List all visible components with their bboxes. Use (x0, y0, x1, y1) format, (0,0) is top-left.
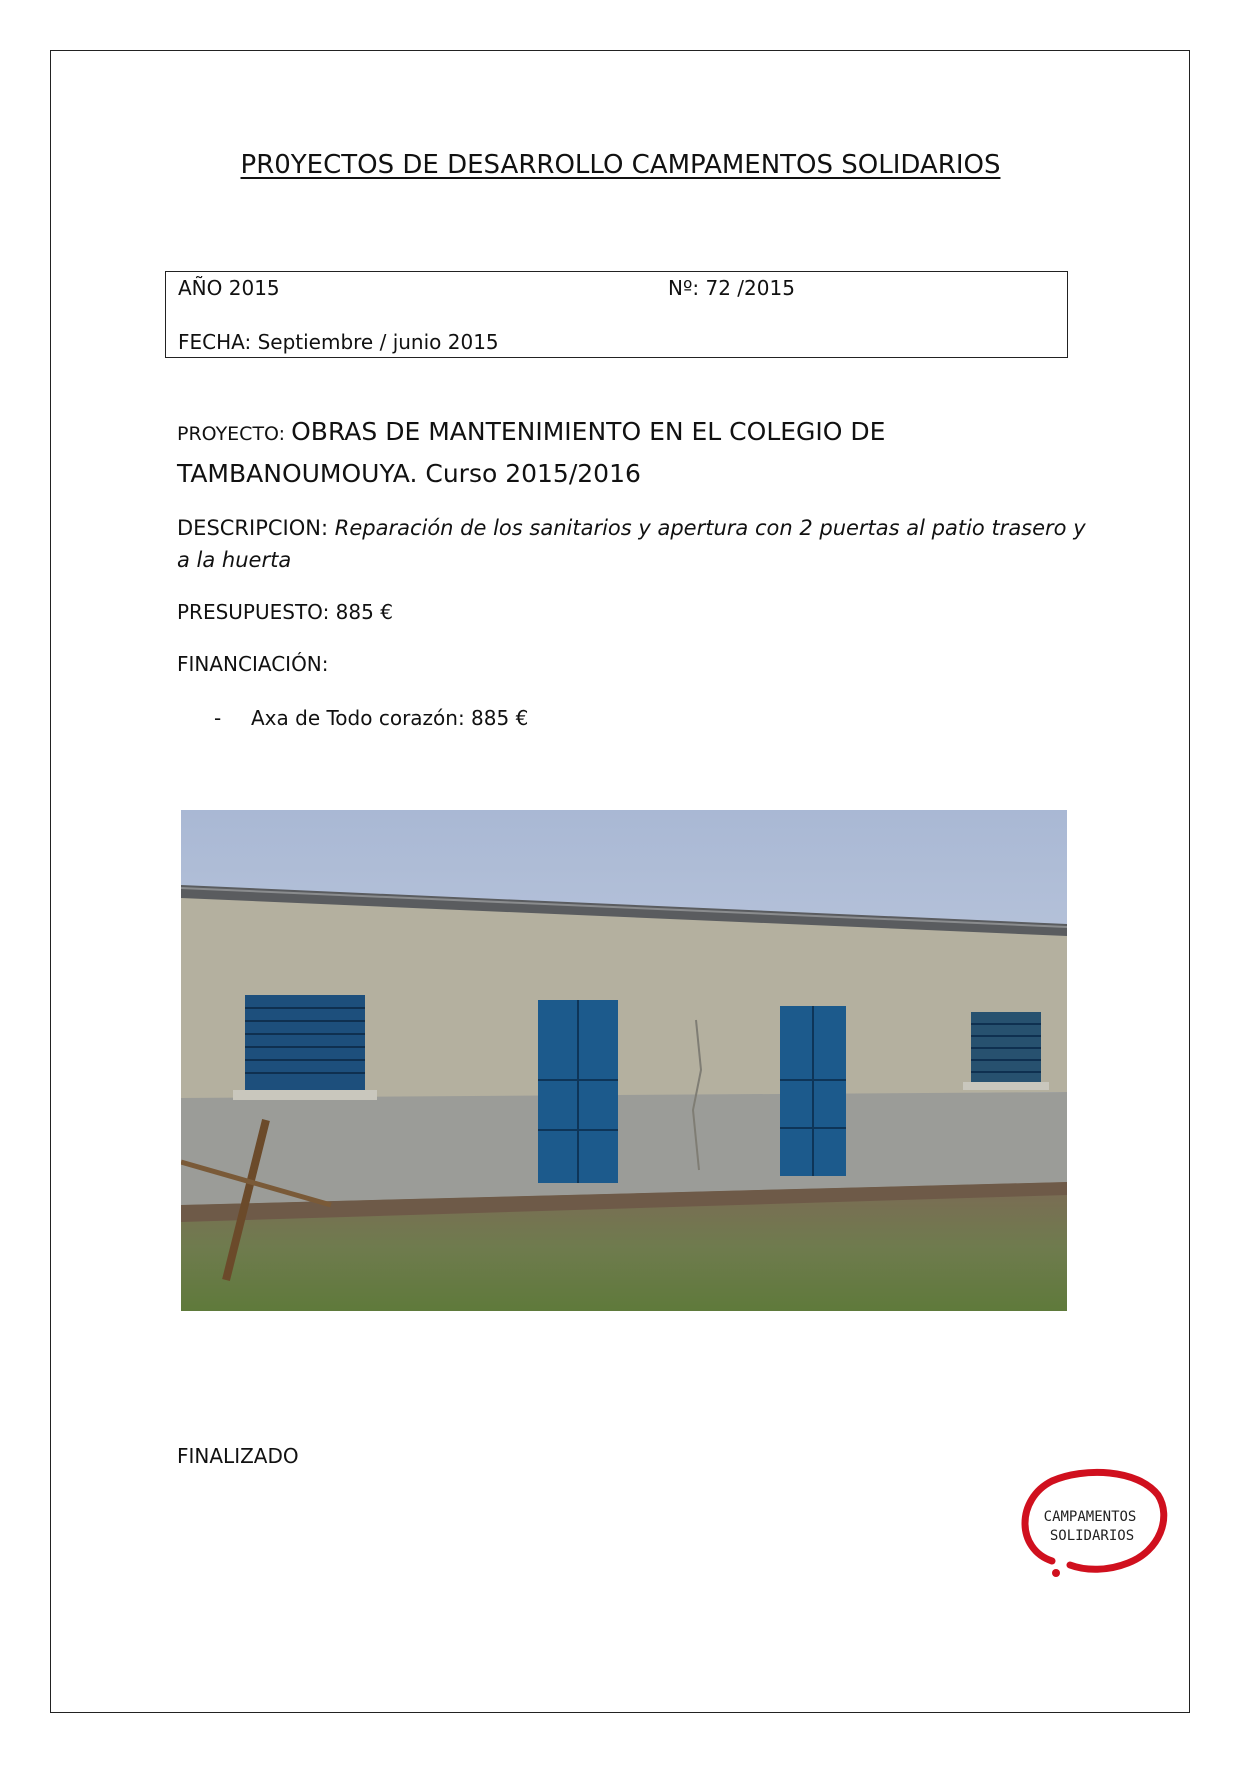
funding-label: FINANCIACIÓN: (177, 652, 329, 676)
campamentos-solidarios-logo (1012, 1465, 1168, 1583)
date-field: FECHA: Septiembre / junio 2015 (178, 330, 499, 354)
funding-bullet: - (214, 706, 222, 730)
project-label: PROYECTO: (177, 423, 292, 445)
status-text: FINALIZADO (177, 1444, 299, 1468)
project-value: OBRAS DE MANTENIMIENTO EN EL COLEGIO DE TAMBANOUMOUYA. Curso 2015/2016 (177, 417, 886, 488)
year-field: AÑO 2015 (178, 276, 280, 300)
info-box (165, 271, 1068, 358)
description-line (177, 512, 1087, 576)
document-title: PR0YECTOS DE DESARROLLO CAMPAMENTOS SOLIDARIOS (240, 150, 1001, 180)
funding-item: Axa de Todo corazón: 885 € (251, 706, 529, 730)
description-label: DESCRIPCION: (177, 516, 335, 540)
logo-line-2: SOLIDARIOS (1049, 1528, 1135, 1544)
number-field: Nº: 72 /2015 (668, 276, 795, 300)
description-value: Reparación de los sanitarios y apertura con 2 puertas al patio trasero y a la huerta (177, 516, 1086, 572)
project-line (177, 412, 1087, 495)
school-building-photo (181, 810, 1067, 1311)
budget-line: PRESUPUESTO: 885 € (177, 600, 393, 624)
logo-line-1: CAMPAMENTOS (1043, 1509, 1137, 1525)
